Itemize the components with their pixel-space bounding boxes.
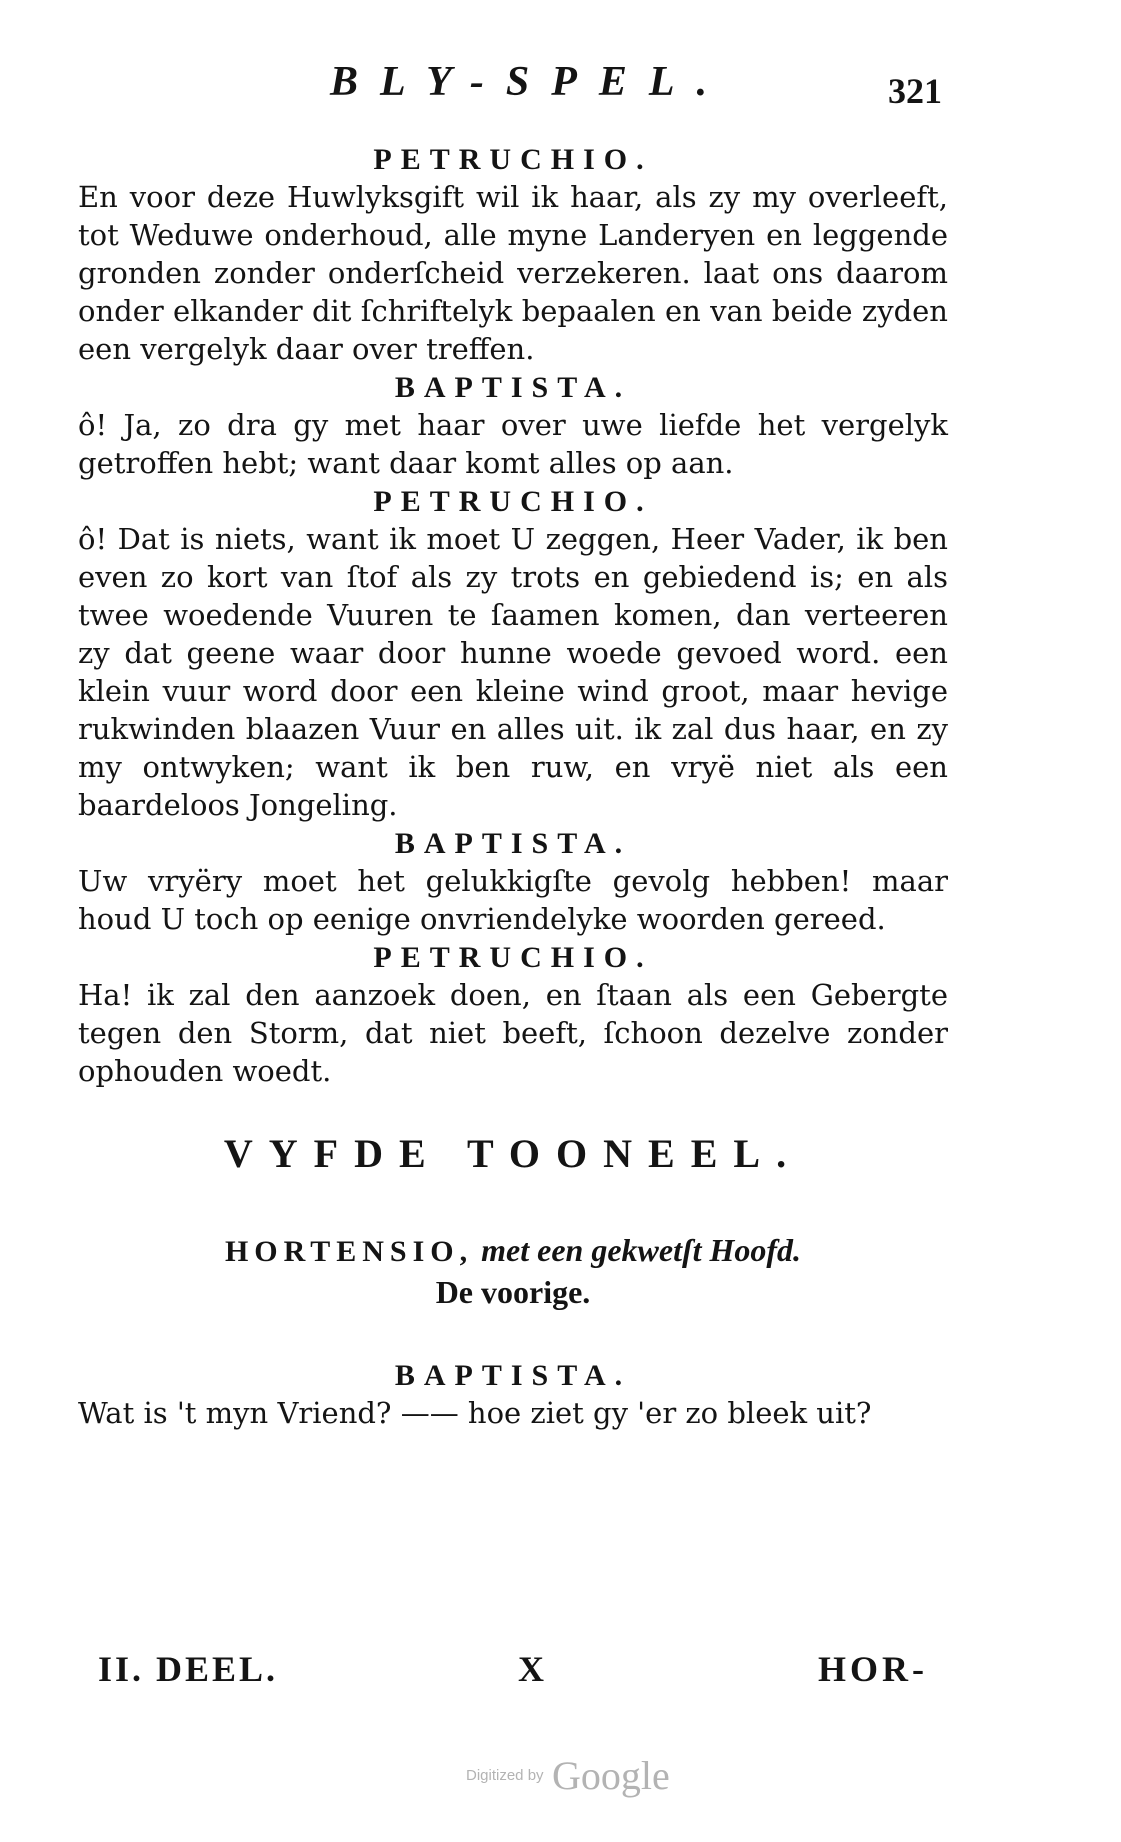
footer-volume: II. DEEL. bbox=[98, 1649, 279, 1689]
watermark-prefix: Digitized by bbox=[466, 1767, 544, 1784]
speaker-name: BAPTISTA. bbox=[394, 371, 632, 404]
speech-paragraph: Wat is 't myn Vriend? —— hoe ziet gy 'er zo bleek uit? bbox=[78, 1396, 872, 1430]
speaker-name: BAPTISTA. bbox=[394, 1359, 632, 1392]
speaker-name: PETRUCHIO. bbox=[373, 143, 653, 176]
cast-line-secondary: De voorige. bbox=[435, 1274, 591, 1310]
speech-paragraph: ô! Ja, zo dra gy met haar over uwe liefde het vergelyk getroffen hebt; want daar komt alles op aan. bbox=[78, 408, 948, 480]
cast-line bbox=[78, 1230, 948, 1272]
watermark-brand: Google bbox=[552, 1753, 670, 1798]
speech-paragraph: En voor deze Huwlyksgift wil ik haar, als zy my overleeft, tot Weduwe onderhoud, alle myne Landeryen en leggende gronden zonder onderſcheid verzekeren. laat ons daarom onder elkander dit ſchriftelyk bepaalen en van beide zyden een vergelyk daar over treffen. bbox=[78, 180, 948, 366]
digitized-watermark bbox=[466, 1752, 670, 1799]
footer-signature: X bbox=[518, 1649, 544, 1689]
cast-description: met een gekwetſt Hoofd. bbox=[481, 1232, 802, 1268]
speaker-name: PETRUCHIO. bbox=[373, 941, 653, 974]
page-body bbox=[78, 140, 948, 1432]
speech-paragraph: Ha! ik zal den aanzoek doen, en ſtaan als een Gebergte tegen den Storm, dat niet beeft, ſchoon dezelve zonder ophouden woedt. bbox=[78, 978, 948, 1088]
page-number: 321 bbox=[888, 71, 942, 111]
speaker-name: BAPTISTA. bbox=[394, 827, 632, 860]
scene-title: VYFDE TOONEEL. bbox=[223, 1131, 803, 1176]
page-footer bbox=[98, 1648, 928, 1692]
running-head: BLY-SPEL. bbox=[330, 59, 730, 105]
speech-paragraph: ô! Dat is niets, want ik moet U zeggen, Heer Vader, ik ben even zo kort van ſtof als zy trots en gebiedend is; en als twee woedende Vuuren te ſaamen komen, dan verteeren zy dat geene waar door hunne woede gevoed word. een klein vuur word door een kleine wind groot, maar hevige rukwinden blaazen Vuur en alles uit. ik zal dus haar, en zy my ontwyken; want ik ben ruw, en vryë niet als een baardeloos Jongeling. bbox=[78, 522, 948, 822]
cast-name: HORTENSIO, bbox=[224, 1235, 474, 1268]
footer-catchword: HOR- bbox=[818, 1649, 928, 1689]
speaker-name: PETRUCHIO. bbox=[373, 485, 653, 518]
speech-paragraph: Uw vryëry moet het gelukkigſte gevolg hebben! maar houd U toch op eenige onvriendelyke woorden gereed. bbox=[78, 864, 948, 936]
cast-list bbox=[78, 1230, 948, 1312]
